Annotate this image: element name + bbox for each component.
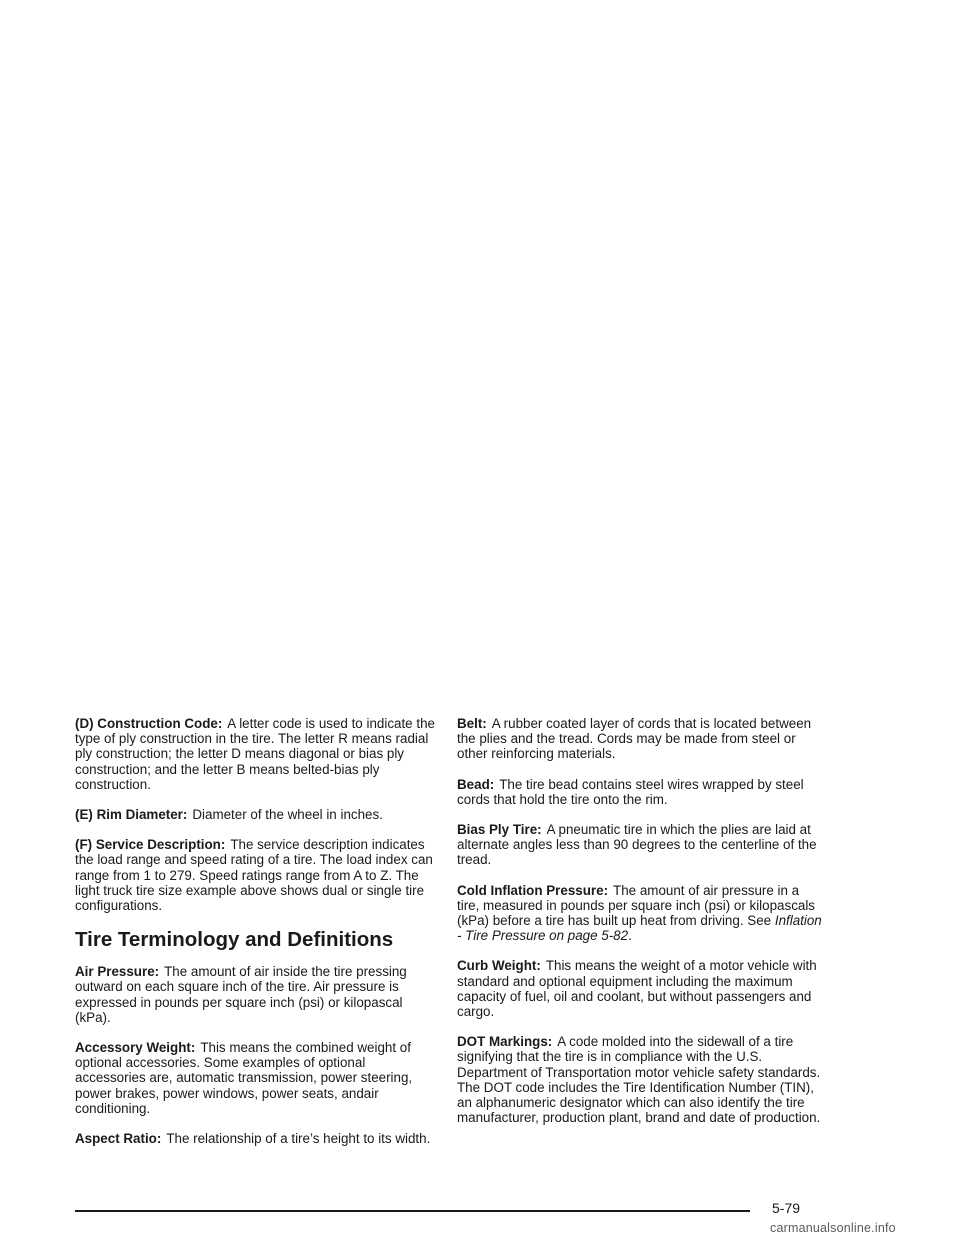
definition-curb-weight bbox=[457, 958, 822, 1019]
definition-rim-diameter bbox=[75, 807, 437, 822]
definition-end: . bbox=[628, 928, 632, 944]
definition-bead bbox=[457, 777, 822, 807]
definition-text: The amount of air inside the tire pressing outward on each square inch of the tire. Air pressure is expressed in pounds per square inch (psi) or kilopascal (kPa). bbox=[75, 964, 407, 1025]
page-reference-link[interactable]: Inflation - Tire Pressure on page 5-82 bbox=[457, 913, 822, 944]
term: Belt: bbox=[457, 716, 487, 731]
term: (E) Rim Diameter: bbox=[75, 807, 188, 823]
definition-text: Diameter of the wheel in inches. bbox=[192, 807, 383, 823]
term: Accessory Weight: bbox=[75, 1040, 196, 1056]
definition-accessory-weight bbox=[75, 1040, 437, 1116]
definition-text: A pneumatic tire in which the plies are laid at alternate angles less than 90 degrees to the centerline of the tread. bbox=[457, 822, 817, 868]
definition-text: The relationship of a tire’s height to its width. bbox=[166, 1131, 431, 1147]
definition-service-description bbox=[75, 837, 437, 913]
definition-belt bbox=[457, 716, 822, 762]
term: (F) Service Description: bbox=[75, 837, 226, 853]
term: Air Pressure: bbox=[75, 964, 160, 980]
page-number: 5-79 bbox=[772, 1200, 801, 1216]
term: Curb Weight: bbox=[457, 958, 541, 974]
definition-construction-code bbox=[75, 716, 437, 792]
definition-text: A letter code is used to indicate the type of ply construction in the tire. The letter R means radial ply construction; the letter D means diagonal or bias ply construction; and the letter B means belted-bias ply construction. bbox=[75, 716, 435, 792]
term: DOT Markings: bbox=[457, 1034, 553, 1050]
definition-text: The amount of air pressure in a tire, measured in pounds per square inch (psi) or kilopascals (kPa) before a tire has built up heat from driving. See bbox=[457, 882, 816, 929]
right-column bbox=[457, 716, 822, 1140]
definition-dot-markings bbox=[457, 1034, 822, 1125]
term: Bias Ply Tire: bbox=[457, 822, 542, 838]
term: (D) Construction Code: bbox=[75, 716, 223, 731]
definition-cold-inflation-pressure bbox=[457, 883, 822, 944]
term: Aspect Ratio: bbox=[75, 1131, 162, 1147]
definition-text: This means the combined weight of optional accessories. Some examples of optional accessories are, automatic transmission, power steering, power brakes, power windows, power seats, andair conditioning. bbox=[75, 1040, 413, 1116]
definition-text: The tire bead contains steel wires wrapped by steel cords that hold the tire onto the rim. bbox=[457, 776, 804, 807]
definition-bias-ply-tire bbox=[457, 822, 822, 868]
definition-text: A rubber coated layer of cords that is located between the plies and the tread. Cords may be made from steel or other reinforcing materials. bbox=[457, 716, 812, 762]
definition-text: This means the weight of a motor vehicle with standard and optional equipment including the maximum capacity of fuel, oil and coolant, but without passengers and cargo. bbox=[457, 958, 817, 1020]
definition-air-pressure bbox=[75, 964, 437, 1025]
left-column bbox=[75, 716, 437, 1161]
term: Cold Inflation Pressure: bbox=[457, 882, 609, 898]
watermark: carmanualsonline.info bbox=[770, 1221, 896, 1235]
footer-rule bbox=[75, 1210, 750, 1212]
definition-aspect-ratio bbox=[75, 1131, 437, 1146]
definition-text: The service description indicates the load range and speed rating of a tire. The load index can range from 1 to 279. Speed ratings range from A to Z. The light truck tire size example above shows dual or single tire configurations. bbox=[75, 837, 433, 914]
definition-text: A code molded into the sidewall of a tire signifying that the tire is in compliance with the U.S. Department of Transportation motor vehicle safety standards. The DOT code includes the Tire Identification Number (TIN), an alphanumeric designator which can also identify the tire manufacturer, production plant, brand and date of production. bbox=[457, 1034, 821, 1126]
section-heading: Tire Terminology and Definitions bbox=[75, 928, 394, 952]
term: Bead: bbox=[457, 776, 495, 792]
